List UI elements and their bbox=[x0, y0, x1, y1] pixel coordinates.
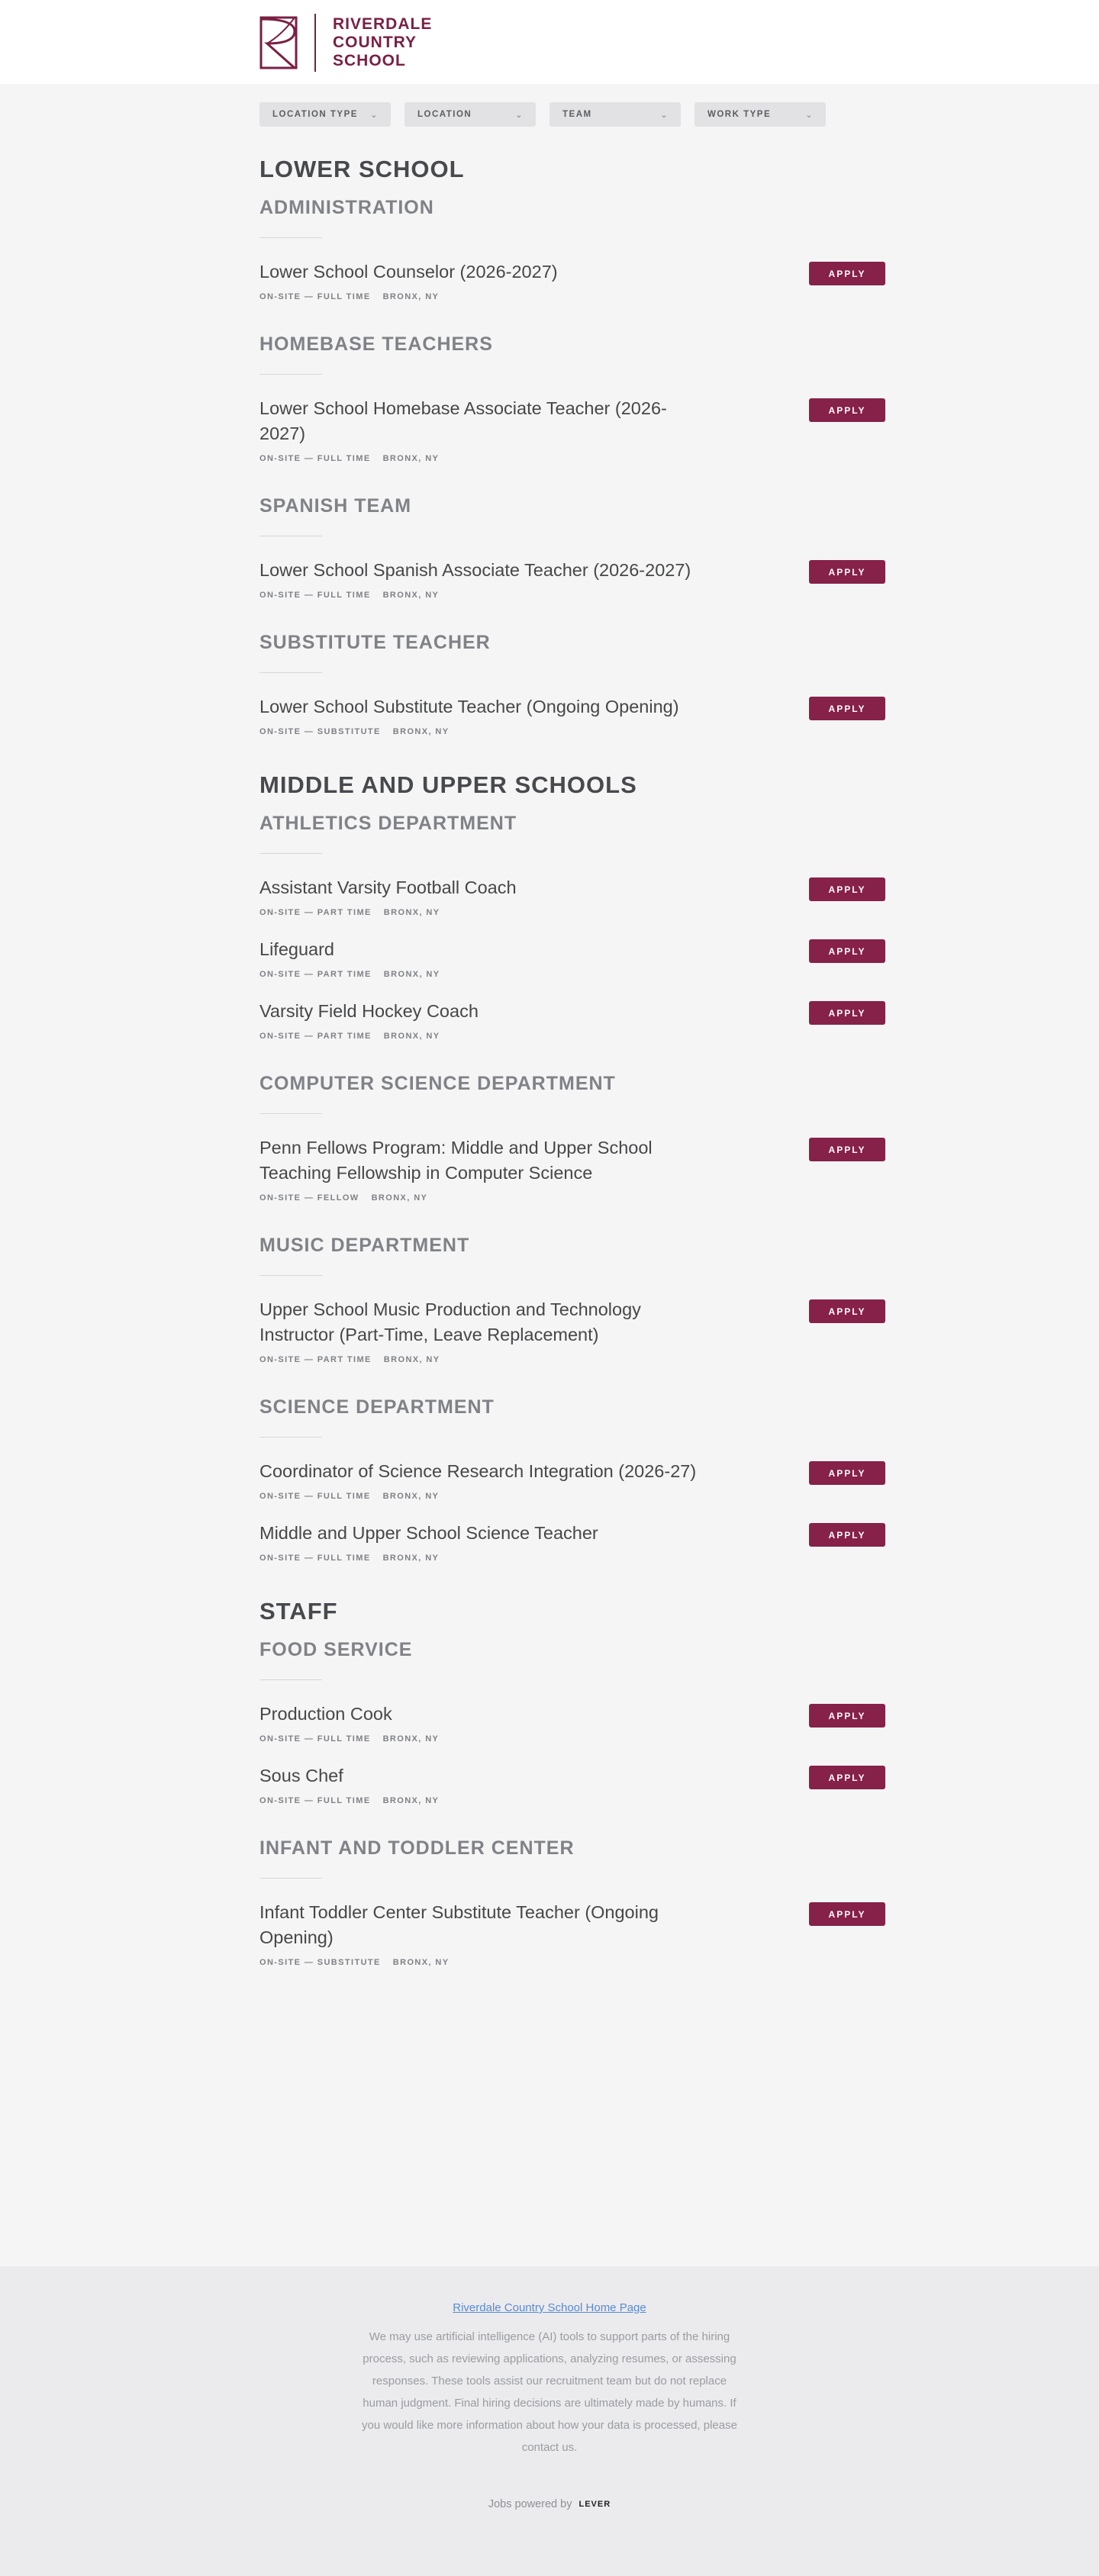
postings-list bbox=[259, 153, 866, 1967]
apply-button[interactable]: APPLY bbox=[809, 877, 885, 901]
posting-meta bbox=[259, 1032, 710, 1041]
posting-commitment: ON-SITE — FULL TIME bbox=[259, 1796, 371, 1805]
posting-title[interactable]: Lower School Counselor (2026-2027) bbox=[259, 262, 558, 282]
group-divider bbox=[259, 853, 322, 854]
group-heading: INFANT AND TODDLER CENTER bbox=[259, 1837, 575, 1859]
posting-row bbox=[259, 558, 866, 600]
apply-button[interactable]: APPLY bbox=[809, 560, 885, 584]
posting-title[interactable]: Penn Fellows Program: Middle and Upper School Teaching Fellowship in Computer Science bbox=[259, 1138, 653, 1183]
group-heading: HOMEBASE TEACHERS bbox=[259, 333, 493, 355]
posting-location: BRONX, NY bbox=[382, 591, 440, 600]
posting-row bbox=[259, 1702, 866, 1744]
posting-row bbox=[259, 694, 866, 736]
home-page-link[interactable]: Riverdale Country School Home Page bbox=[453, 2301, 646, 2314]
apply-button[interactable]: APPLY bbox=[809, 1299, 885, 1323]
ai-disclaimer: We may use artificial intelligence (AI) tools to support parts of the hiring process, such as reviewing applications, analyzing resumes, or assessing responses. These tools assist our recruitment team but do not replace human judgment. Final hiring decisions are ultimately made by humans. If you would like more information about how your data is processed, please contact us. bbox=[362, 2330, 737, 2454]
posting-location: BRONX, NY bbox=[383, 1032, 440, 1041]
posting-row bbox=[259, 875, 866, 917]
posting-commitment: ON-SITE — FELLOW bbox=[259, 1193, 359, 1203]
posting-row bbox=[259, 1297, 866, 1364]
posting-commitment: ON-SITE — SUBSTITUTE bbox=[259, 727, 381, 736]
posting-commitment: ON-SITE — PART TIME bbox=[259, 1355, 372, 1364]
group-heading: FOOD SERVICE bbox=[259, 1639, 413, 1660]
logo-line: SCHOOL bbox=[333, 52, 406, 69]
posting-row bbox=[259, 1763, 866, 1805]
posting-meta bbox=[259, 292, 710, 301]
group-heading: ATHLETICS DEPARTMENT bbox=[259, 813, 517, 834]
chevron-down-icon: ⌄ bbox=[805, 110, 814, 120]
apply-button[interactable]: APPLY bbox=[809, 939, 885, 963]
apply-button[interactable]: APPLY bbox=[809, 1704, 885, 1728]
posting-row bbox=[259, 259, 866, 301]
apply-button[interactable]: APPLY bbox=[809, 1461, 885, 1485]
group-divider bbox=[259, 672, 322, 673]
posting-meta bbox=[259, 1193, 710, 1203]
posting-location: BRONX, NY bbox=[392, 727, 450, 736]
filter-label: LOCATION TYPE bbox=[272, 110, 358, 119]
posting-meta bbox=[259, 1492, 710, 1501]
posting-title[interactable]: Coordinator of Science Research Integration (2026-27) bbox=[259, 1461, 697, 1481]
posting-title[interactable]: Varsity Field Hockey Coach bbox=[259, 1001, 479, 1021]
school-logo[interactable] bbox=[259, 15, 432, 70]
posting-location: BRONX, NY bbox=[371, 1193, 428, 1203]
posting-meta bbox=[259, 591, 710, 600]
filter-dropdown[interactable] bbox=[695, 102, 826, 127]
posting-commitment: ON-SITE — FULL TIME bbox=[259, 591, 371, 600]
posting-row bbox=[259, 937, 866, 979]
posting-location: BRONX, NY bbox=[382, 1796, 440, 1805]
apply-button[interactable]: APPLY bbox=[809, 1523, 885, 1547]
posting-title[interactable]: Lifeguard bbox=[259, 939, 334, 959]
posting-location: BRONX, NY bbox=[382, 454, 440, 463]
group-divider bbox=[259, 374, 322, 375]
filter-label: WORK TYPE bbox=[707, 110, 772, 119]
logo-wordmark bbox=[333, 15, 432, 70]
posting-meta bbox=[259, 1734, 710, 1744]
filter-dropdown[interactable] bbox=[259, 102, 391, 127]
posting-location: BRONX, NY bbox=[382, 1554, 440, 1563]
posting-title[interactable]: Lower School Homebase Associate Teacher (2026-2027) bbox=[259, 398, 667, 443]
posting-location: BRONX, NY bbox=[382, 292, 440, 301]
posting-meta bbox=[259, 727, 710, 736]
posting-location: BRONX, NY bbox=[383, 908, 440, 917]
posting-location: BRONX, NY bbox=[382, 1492, 440, 1501]
posting-meta bbox=[259, 454, 710, 463]
posting-title[interactable]: Middle and Upper School Science Teacher bbox=[259, 1523, 598, 1543]
posting-meta bbox=[259, 908, 710, 917]
posting-commitment: ON-SITE — PART TIME bbox=[259, 908, 372, 917]
apply-button[interactable]: APPLY bbox=[809, 398, 885, 422]
group-divider bbox=[259, 1437, 322, 1438]
filter-bar bbox=[259, 102, 826, 127]
apply-button[interactable]: APPLY bbox=[809, 262, 885, 285]
apply-button[interactable]: APPLY bbox=[809, 1138, 885, 1161]
posting-location: BRONX, NY bbox=[382, 1734, 440, 1744]
posting-meta bbox=[259, 970, 710, 979]
posting-commitment: ON-SITE — FULL TIME bbox=[259, 1554, 371, 1563]
posting-commitment: ON-SITE — FULL TIME bbox=[259, 1492, 371, 1501]
powered-by bbox=[0, 2498, 1099, 2510]
filter-dropdown[interactable] bbox=[404, 102, 536, 127]
posting-title[interactable]: Lower School Spanish Associate Teacher (2026-2027) bbox=[259, 560, 691, 580]
apply-button[interactable]: APPLY bbox=[809, 1902, 885, 1926]
chevron-down-icon: ⌄ bbox=[370, 110, 379, 120]
posting-title[interactable]: Production Cook bbox=[259, 1704, 392, 1724]
group-divider bbox=[259, 1275, 322, 1276]
posting-title[interactable]: Lower School Substitute Teacher (Ongoing Opening) bbox=[259, 697, 679, 716]
apply-button[interactable]: APPLY bbox=[809, 1001, 885, 1025]
posting-location: BRONX, NY bbox=[383, 970, 440, 979]
filter-dropdown[interactable] bbox=[550, 102, 681, 127]
logo-line: RIVERDALE bbox=[333, 15, 433, 33]
section-heading: LOWER SCHOOL bbox=[259, 156, 465, 182]
posting-title[interactable]: Infant Toddler Center Substitute Teacher (Ongoing Opening) bbox=[259, 1902, 659, 1947]
group-divider bbox=[259, 237, 322, 238]
group-divider bbox=[259, 1113, 322, 1114]
posting-row bbox=[259, 396, 866, 463]
posting-meta bbox=[259, 1958, 710, 1967]
site-header bbox=[0, 0, 1099, 84]
group-heading: SPANISH TEAM bbox=[259, 495, 412, 517]
group-heading: ADMINISTRATION bbox=[259, 197, 434, 218]
logo-line: COUNTRY bbox=[333, 34, 417, 51]
posting-commitment: ON-SITE — PART TIME bbox=[259, 1032, 372, 1041]
group-divider bbox=[259, 1679, 322, 1680]
group-divider bbox=[259, 1878, 322, 1879]
powered-by-text: Jobs powered by bbox=[488, 2498, 572, 2510]
posting-meta bbox=[259, 1796, 710, 1805]
rcs-monogram-icon bbox=[259, 16, 298, 69]
site-footer bbox=[0, 2266, 1099, 2576]
section-heading: MIDDLE AND UPPER SCHOOLS bbox=[259, 771, 637, 798]
group-heading: SCIENCE DEPARTMENT bbox=[259, 1396, 495, 1418]
group-heading: COMPUTER SCIENCE DEPARTMENT bbox=[259, 1073, 616, 1094]
posting-meta bbox=[259, 1554, 710, 1563]
posting-row bbox=[259, 1135, 866, 1203]
chevron-down-icon: ⌄ bbox=[660, 110, 669, 120]
filter-label: LOCATION bbox=[417, 110, 472, 119]
posting-location: BRONX, NY bbox=[392, 1958, 450, 1967]
posting-commitment: ON-SITE — SUBSTITUTE bbox=[259, 1958, 381, 1967]
group-heading: MUSIC DEPARTMENT bbox=[259, 1235, 470, 1256]
posting-commitment: ON-SITE — FULL TIME bbox=[259, 292, 371, 301]
posting-row bbox=[259, 999, 866, 1041]
posting-title[interactable]: Upper School Music Production and Technology Instructor (Part-Time, Leave Replacement) bbox=[259, 1299, 641, 1344]
posting-location: BRONX, NY bbox=[383, 1355, 440, 1364]
posting-commitment: ON-SITE — FULL TIME bbox=[259, 454, 371, 463]
section-heading: STAFF bbox=[259, 1598, 338, 1624]
lever-logo[interactable]: LEVER bbox=[579, 2500, 611, 2509]
posting-title[interactable]: Sous Chef bbox=[259, 1766, 343, 1785]
posting-row bbox=[259, 1459, 866, 1501]
posting-commitment: ON-SITE — PART TIME bbox=[259, 970, 372, 979]
apply-button[interactable]: APPLY bbox=[809, 697, 885, 720]
chevron-down-icon: ⌄ bbox=[515, 110, 524, 120]
filter-label: TEAM bbox=[562, 110, 592, 119]
posting-meta bbox=[259, 1355, 710, 1364]
apply-button[interactable]: APPLY bbox=[809, 1766, 885, 1789]
posting-row bbox=[259, 1900, 866, 1967]
posting-title[interactable]: Assistant Varsity Football Coach bbox=[259, 877, 517, 897]
group-heading: SUBSTITUTE TEACHER bbox=[259, 632, 491, 653]
logo-divider bbox=[314, 14, 316, 72]
posting-commitment: ON-SITE — FULL TIME bbox=[259, 1734, 371, 1744]
posting-row bbox=[259, 1521, 866, 1563]
